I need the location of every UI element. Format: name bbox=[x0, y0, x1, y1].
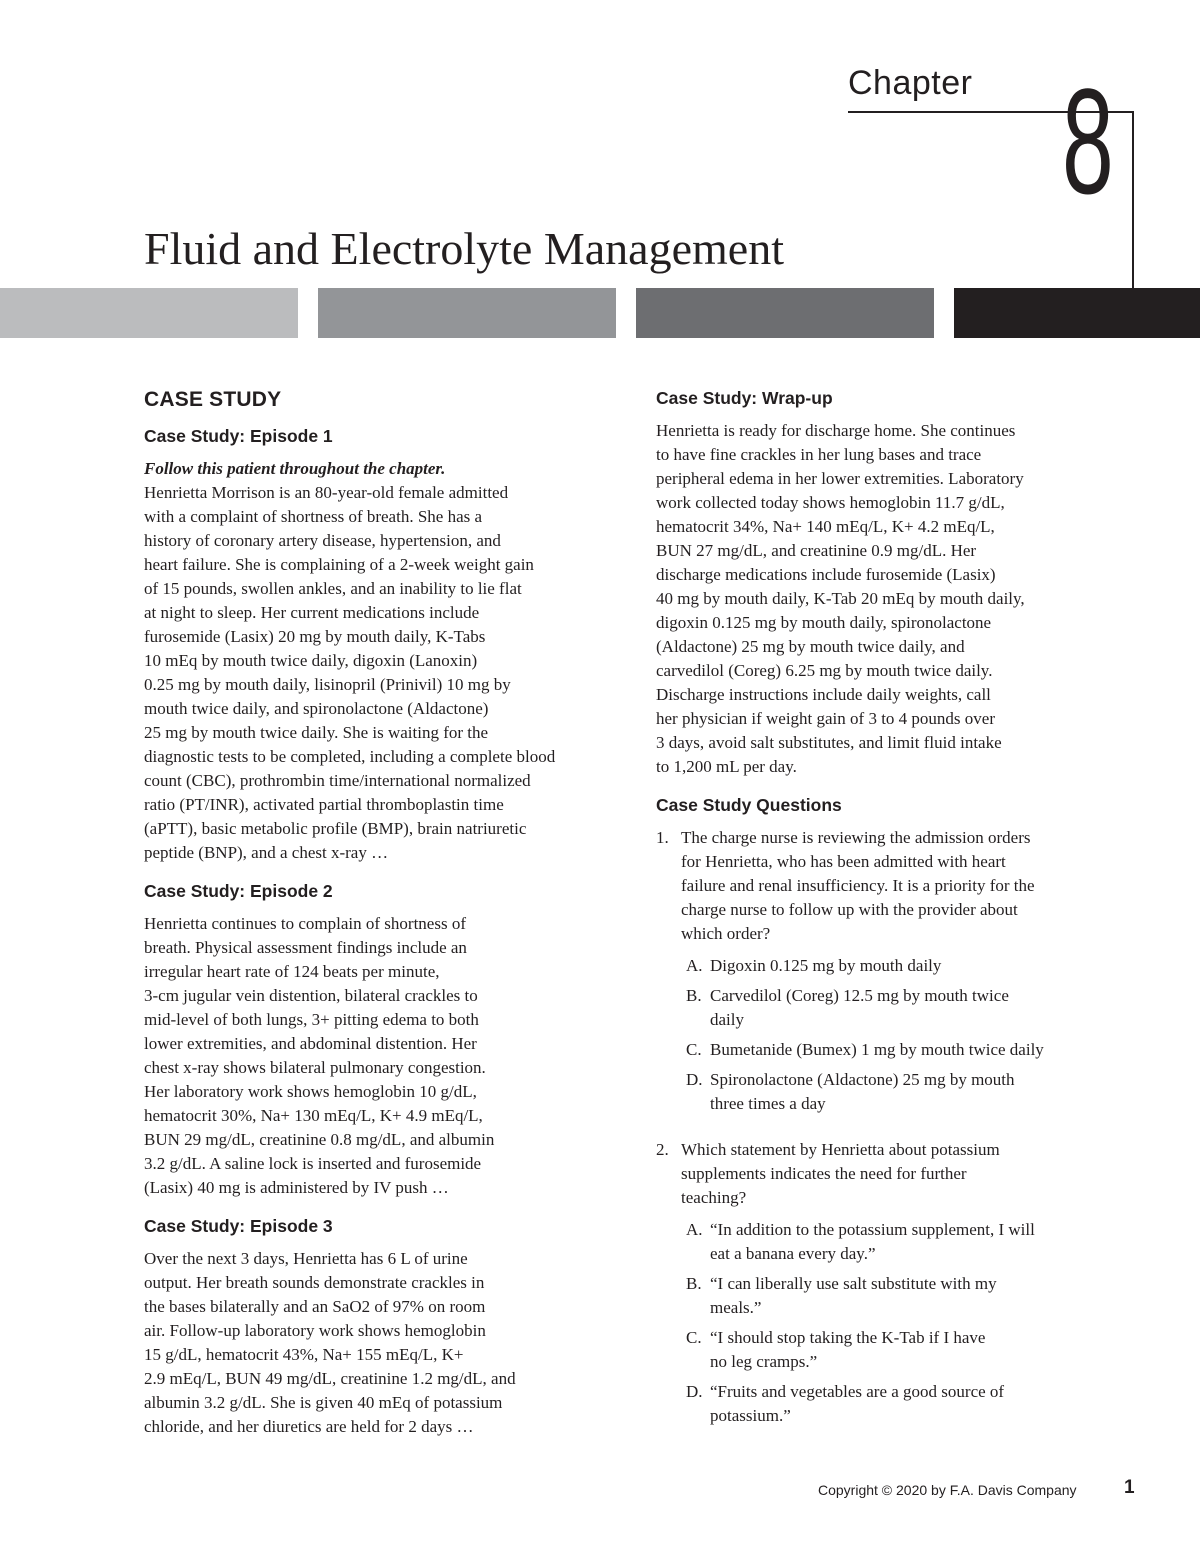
text-line: which order? bbox=[681, 924, 771, 943]
answer-option bbox=[656, 1380, 1136, 1428]
answer-option-letter: A. bbox=[686, 1220, 703, 1239]
answer-option-letter: B. bbox=[686, 1274, 702, 1293]
answer-option-text: meals.” bbox=[710, 1298, 762, 1317]
text-line: failure and renal insufficiency. It is a priority for the bbox=[681, 876, 1035, 895]
answer-option-text: “I can liberally use salt substitute with my bbox=[710, 1274, 997, 1293]
answer-option-letter: D. bbox=[686, 1070, 703, 1089]
chapter-word: Chapter bbox=[848, 64, 973, 102]
text-line: Her laboratory work shows hemoglobin 10 g/dL, bbox=[144, 1082, 477, 1101]
decorative-bar-4 bbox=[954, 288, 1200, 338]
text-line: 2.9 mEq/L, BUN 49 mg/dL, creatinine 1.2 mg/dL, and bbox=[144, 1369, 516, 1388]
text-line: (Lasix) 40 mg is administered by IV push … bbox=[144, 1178, 449, 1197]
text-line: history of coronary artery disease, hypertension, and bbox=[144, 531, 501, 550]
episode-3-heading: Case Study: Episode 3 bbox=[144, 1216, 333, 1236]
answer-option bbox=[656, 1038, 1136, 1062]
text-line: ratio (PT/INR), activated partial thromboplastin time bbox=[144, 795, 504, 814]
text-line: Discharge instructions include daily weights, call bbox=[656, 685, 991, 704]
answer-option bbox=[656, 1068, 1136, 1116]
text-line: digoxin 0.125 mg by mouth daily, spironolactone bbox=[656, 613, 992, 632]
answer-option-letter: C. bbox=[686, 1328, 702, 1347]
decorative-bar-3 bbox=[636, 288, 934, 338]
episode-3-text bbox=[144, 1247, 624, 1439]
text-line: peptide (BNP), and a chest x-ray … bbox=[144, 843, 389, 862]
page-number: 1 bbox=[1124, 1477, 1135, 1498]
text-line: diagnostic tests to be completed, including a complete blood bbox=[144, 747, 556, 766]
answer-option bbox=[656, 954, 1136, 978]
text-line: Over the next 3 days, Henrietta has 6 L of urine bbox=[144, 1249, 468, 1268]
episode-2-text bbox=[144, 912, 624, 1200]
text-line: 25 mg by mouth twice daily. She is waiting for the bbox=[144, 723, 489, 742]
text-line: 0.25 mg by mouth daily, lisinopril (Prinivil) 10 mg by bbox=[144, 675, 511, 694]
question-1-options bbox=[656, 954, 1136, 1116]
text-line: supplements indicates the need for further bbox=[681, 1164, 967, 1183]
text-line: air. Follow-up laboratory work shows hemoglobin bbox=[144, 1321, 486, 1340]
answer-option-text: no leg cramps.” bbox=[710, 1352, 818, 1371]
text-line: work collected today shows hemoglobin 11.7 g/dL, bbox=[656, 493, 1005, 512]
question-1 bbox=[656, 826, 1136, 946]
text-line: 3-cm jugular vein distention, bilateral crackles to bbox=[144, 986, 478, 1005]
text-line: Henrietta is ready for discharge home. She continues bbox=[656, 421, 1016, 440]
answer-option-text: “Fruits and vegetables are a good source of bbox=[710, 1382, 1005, 1401]
text-line: lower extremities, and abdominal distention. Her bbox=[144, 1034, 477, 1053]
question-2-number: 2. bbox=[656, 1140, 669, 1159]
answer-option-letter: A. bbox=[686, 956, 703, 975]
questions-heading: Case Study Questions bbox=[656, 795, 842, 815]
text-line: Henrietta continues to complain of shortness of bbox=[144, 914, 466, 933]
answer-option-letter: D. bbox=[686, 1382, 703, 1401]
text-line: Henrietta Morrison is an 80-year-old female admitted bbox=[144, 483, 509, 502]
text-line: mouth twice daily, and spironolactone (Aldactone) bbox=[144, 699, 489, 718]
text-line: to 1,200 mL per day. bbox=[656, 757, 797, 776]
text-line: the bases bilaterally and an SaO2 of 97% on room bbox=[144, 1297, 486, 1316]
copyright-footer: Copyright © 2020 by F.A. Davis Company bbox=[818, 1482, 1077, 1498]
decorative-bar-2 bbox=[318, 288, 616, 338]
text-line: peripheral edema in her lower extremities. Laboratory bbox=[656, 469, 1024, 488]
text-line: count (CBC), prothrombin time/international normalized bbox=[144, 771, 531, 790]
text-line: furosemide (Lasix) 20 mg by mouth daily, K-Tabs bbox=[144, 627, 486, 646]
right-column bbox=[656, 388, 1136, 1434]
text-line: 40 mg by mouth daily, K-Tab 20 mEq by mouth daily, bbox=[656, 589, 1025, 608]
episode-1-heading: Case Study: Episode 1 bbox=[144, 426, 333, 446]
answer-option-text: Bumetanide (Bumex) 1 mg by mouth twice daily bbox=[710, 1040, 1044, 1059]
answer-option bbox=[656, 1326, 1136, 1374]
chapter-vertical-rule bbox=[1132, 111, 1134, 289]
question-1-number: 1. bbox=[656, 828, 669, 847]
case-study-heading: CASE STUDY bbox=[144, 388, 282, 411]
text-line: for Henrietta, who has been admitted with heart bbox=[681, 852, 1006, 871]
episode-2-heading: Case Study: Episode 2 bbox=[144, 881, 333, 901]
decorative-bar-1 bbox=[0, 288, 298, 338]
text-line: (aPTT), basic metabolic profile (BMP), brain natriuretic bbox=[144, 819, 527, 838]
text-line: discharge medications include furosemide (Lasix) bbox=[656, 565, 996, 584]
text-line: teaching? bbox=[681, 1188, 747, 1207]
text-line: 3.2 g/dL. A saline lock is inserted and furosemide bbox=[144, 1154, 482, 1173]
text-line: carvedilol (Coreg) 6.25 mg by mouth twice daily. bbox=[656, 661, 993, 680]
text-line: The charge nurse is reviewing the admission orders bbox=[681, 828, 1031, 847]
chapter-title: Fluid and Electrolyte Management bbox=[144, 223, 784, 274]
text-line: BUN 29 mg/dL, creatinine 0.8 mg/dL, and albumin bbox=[144, 1130, 495, 1149]
text-line: charge nurse to follow up with the provider about bbox=[681, 900, 1018, 919]
text-line: her physician if weight gain of 3 to 4 pounds over bbox=[656, 709, 995, 728]
answer-option bbox=[656, 1218, 1136, 1266]
question-2 bbox=[656, 1138, 1136, 1210]
text-line: 15 g/dL, hematocrit 43%, Na+ 155 mEq/L, K+ bbox=[144, 1345, 464, 1364]
question-2-options bbox=[656, 1218, 1136, 1428]
text-line: 10 mEq by mouth twice daily, digoxin (Lanoxin) bbox=[144, 651, 478, 670]
wrap-up-text bbox=[656, 419, 1136, 779]
text-line: at night to sleep. Her current medications include bbox=[144, 603, 480, 622]
text-line: chest x-ray shows bilateral pulmonary congestion. bbox=[144, 1058, 486, 1077]
wrap-up-heading: Case Study: Wrap-up bbox=[656, 388, 833, 408]
text-line: BUN 27 mg/dL, and creatinine 0.9 mg/dL. Her bbox=[656, 541, 977, 560]
chapter-number: 8 bbox=[1062, 57, 1114, 225]
answer-option-text: “In addition to the potassium supplement, I will bbox=[710, 1220, 1035, 1239]
text-line: 3 days, avoid salt substitutes, and limit fluid intake bbox=[656, 733, 1002, 752]
answer-option-text: daily bbox=[710, 1010, 744, 1029]
episode-1-text bbox=[144, 457, 624, 865]
episode-1-lead: Follow this patient throughout the chapter. bbox=[144, 459, 446, 478]
text-line: hematocrit 34%, Na+ 140 mEq/L, K+ 4.2 mEq/L, bbox=[656, 517, 995, 536]
answer-option-text: eat a banana every day.” bbox=[710, 1244, 876, 1263]
text-line: output. Her breath sounds demonstrate crackles in bbox=[144, 1273, 485, 1292]
answer-option-text: Digoxin 0.125 mg by mouth daily bbox=[710, 956, 942, 975]
answer-option bbox=[656, 1272, 1136, 1320]
text-line: mid-level of both lungs, 3+ pitting edema to both bbox=[144, 1010, 479, 1029]
answer-option-text: “I should stop taking the K-Tab if I have bbox=[710, 1328, 986, 1347]
answer-option-text: Spironolactone (Aldactone) 25 mg by mouth bbox=[710, 1070, 1015, 1089]
answer-option bbox=[656, 984, 1136, 1032]
answer-option-text: Carvedilol (Coreg) 12.5 mg by mouth twice bbox=[710, 986, 1009, 1005]
text-line: of 15 pounds, swollen ankles, and an inability to lie flat bbox=[144, 579, 522, 598]
text-line: heart failure. She is complaining of a 2-week weight gain bbox=[144, 555, 534, 574]
text-line: irregular heart rate of 124 beats per minute, bbox=[144, 962, 440, 981]
answer-option-letter: C. bbox=[686, 1040, 702, 1059]
answer-option-text: potassium.” bbox=[710, 1406, 791, 1425]
answer-option-text: three times a day bbox=[710, 1094, 826, 1113]
text-line: to have fine crackles in her lung bases and trace bbox=[656, 445, 982, 464]
text-line: (Aldactone) 25 mg by mouth twice daily, and bbox=[656, 637, 965, 656]
left-column bbox=[144, 388, 624, 1439]
text-line: Which statement by Henrietta about potassium bbox=[681, 1140, 1000, 1159]
text-line: albumin 3.2 g/dL. She is given 40 mEq of potassium bbox=[144, 1393, 503, 1412]
text-line: breath. Physical assessment findings include an bbox=[144, 938, 467, 957]
text-line: chloride, and her diuretics are held for 2 days … bbox=[144, 1417, 474, 1436]
answer-option-letter: B. bbox=[686, 986, 702, 1005]
text-line: hematocrit 30%, Na+ 130 mEq/L, K+ 4.9 mEq/L, bbox=[144, 1106, 483, 1125]
text-line: with a complaint of shortness of breath. She has a bbox=[144, 507, 483, 526]
